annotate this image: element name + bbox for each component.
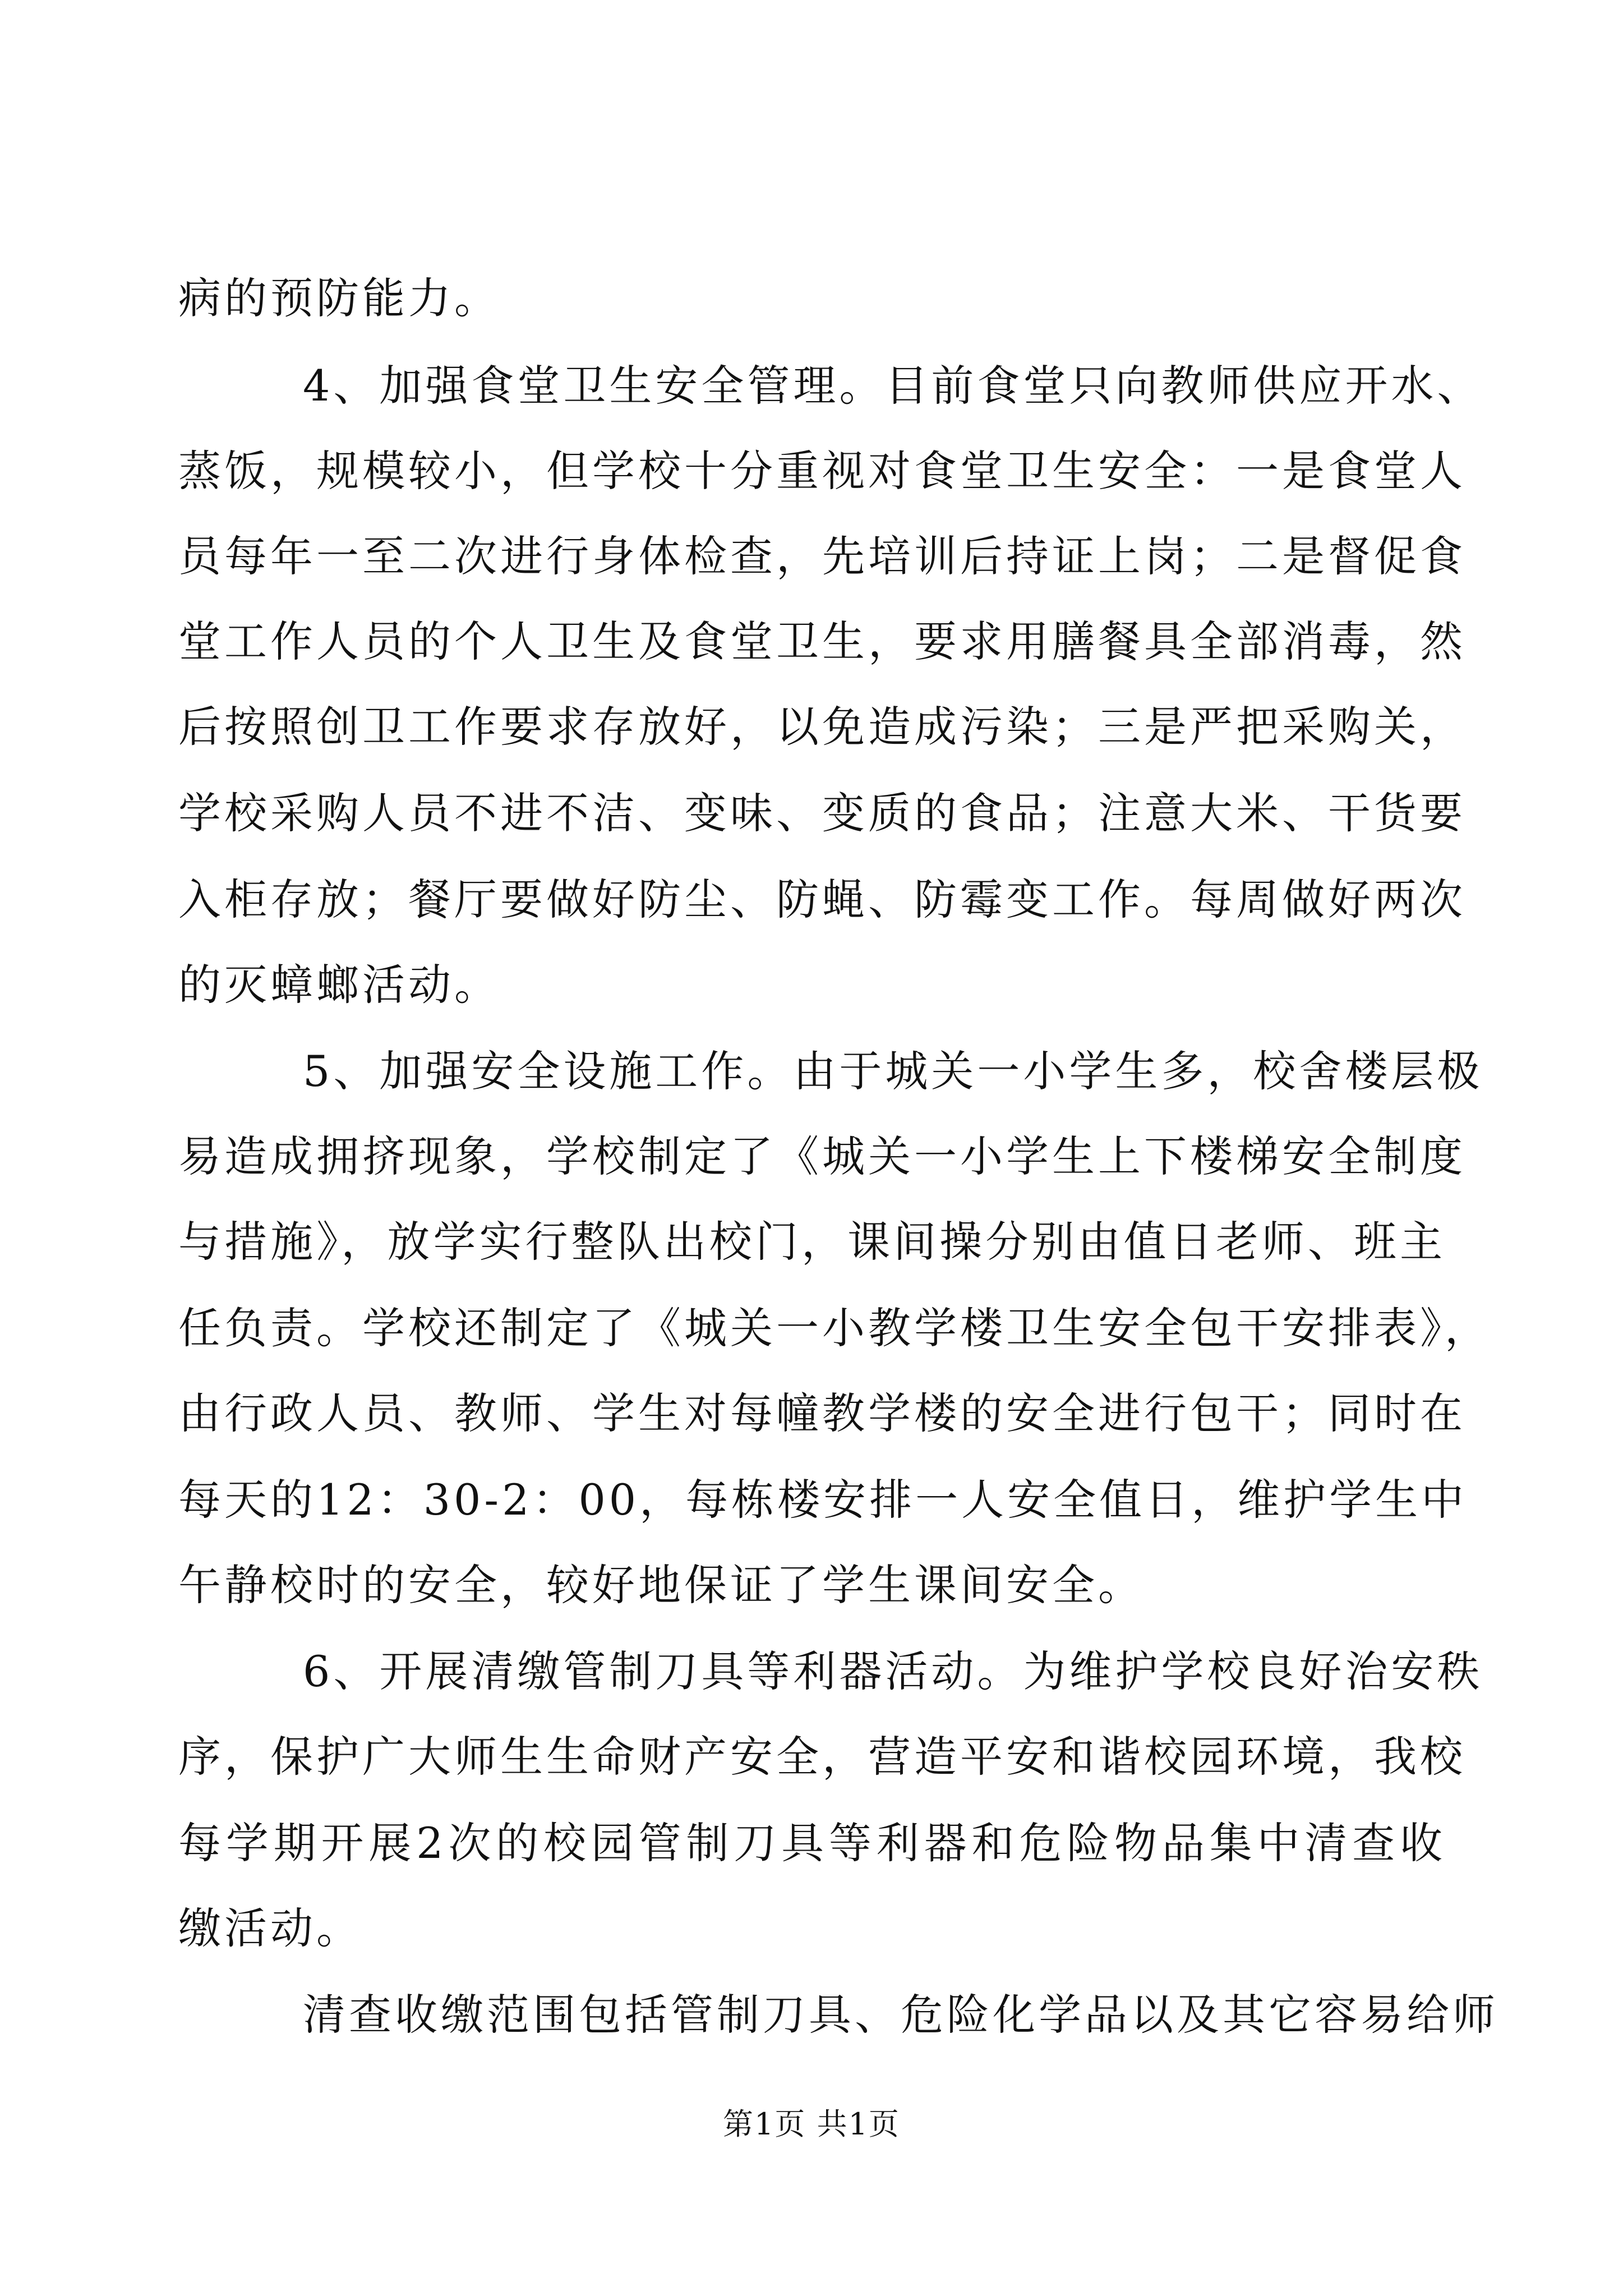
text-line-2: 4、加强食堂卫生安全管理。目前食堂只向教师供应开水、 <box>303 361 1483 411</box>
text-line-1: 病的预防能力。 <box>178 273 500 323</box>
text-line-21: 清查收缴范围包括管制刀具、危险化学品以及其它容易给师 <box>303 1990 1498 2040</box>
page-footer: 第1页 共1页 <box>723 2106 900 2142</box>
text-line-12: 与措施》，放学实行整队出校门，课间操分别由值日老师、班主 <box>178 1217 1446 1267</box>
text-line-14: 由行政人员、教师、学生对每幢教学楼的安全进行包干；同时在 <box>178 1388 1466 1438</box>
text-line-13: 任负责。学校还制定了《城关一小教学楼卫生安全包干安排表》， <box>178 1303 1491 1353</box>
text-line-15: 每天的12：30-2：00，每栋楼安排一人安全值日，维护学生中 <box>178 1475 1468 1525</box>
text-line-7: 学校采购人员不进不洁、变味、变质的食品；注意大米、干货要 <box>178 788 1466 838</box>
text-line-18: 序，保护广大师生生命财产安全，营造平安和谐校园环境，我校 <box>178 1732 1466 1782</box>
text-line-16: 午静校时的安全，较好地保证了学生课间安全。 <box>178 1560 1144 1610</box>
text-line-19: 每学期开展2次的校园管制刀具等利器和危险物品集中清查收 <box>178 1818 1446 1868</box>
text-line-4: 员每年一至二次进行身体检查，先培训后持证上岗；二是督促食 <box>178 531 1466 581</box>
text-line-5: 堂工作人员的个人卫生及食堂卫生，要求用膳餐具全部消毒，然 <box>178 616 1466 666</box>
text-line-10: 5、加强安全设施工作。由于城关一小学生多，校舍楼层极 <box>303 1046 1483 1096</box>
text-line-17: 6、开展清缴管制刀具等利器活动。为维护学校良好治安秩 <box>303 1646 1483 1696</box>
text-line-6: 后按照创卫工作要求存放好，以免造成污染；三是严把采购关， <box>178 702 1466 752</box>
text-line-9: 的灭蟑螂活动。 <box>178 960 500 1010</box>
text-line-11: 易造成拥挤现象，学校制定了《城关一小学生上下楼梯安全制度 <box>178 1131 1466 1181</box>
text-line-20: 缴活动。 <box>178 1903 362 1953</box>
text-line-3: 蒸饭，规模较小，但学校十分重视对食堂卫生安全：一是食堂人 <box>178 446 1466 496</box>
text-line-8: 入柜存放；餐厅要做好防尘、防蝇、防霉变工作。每周做好两次 <box>178 875 1466 924</box>
